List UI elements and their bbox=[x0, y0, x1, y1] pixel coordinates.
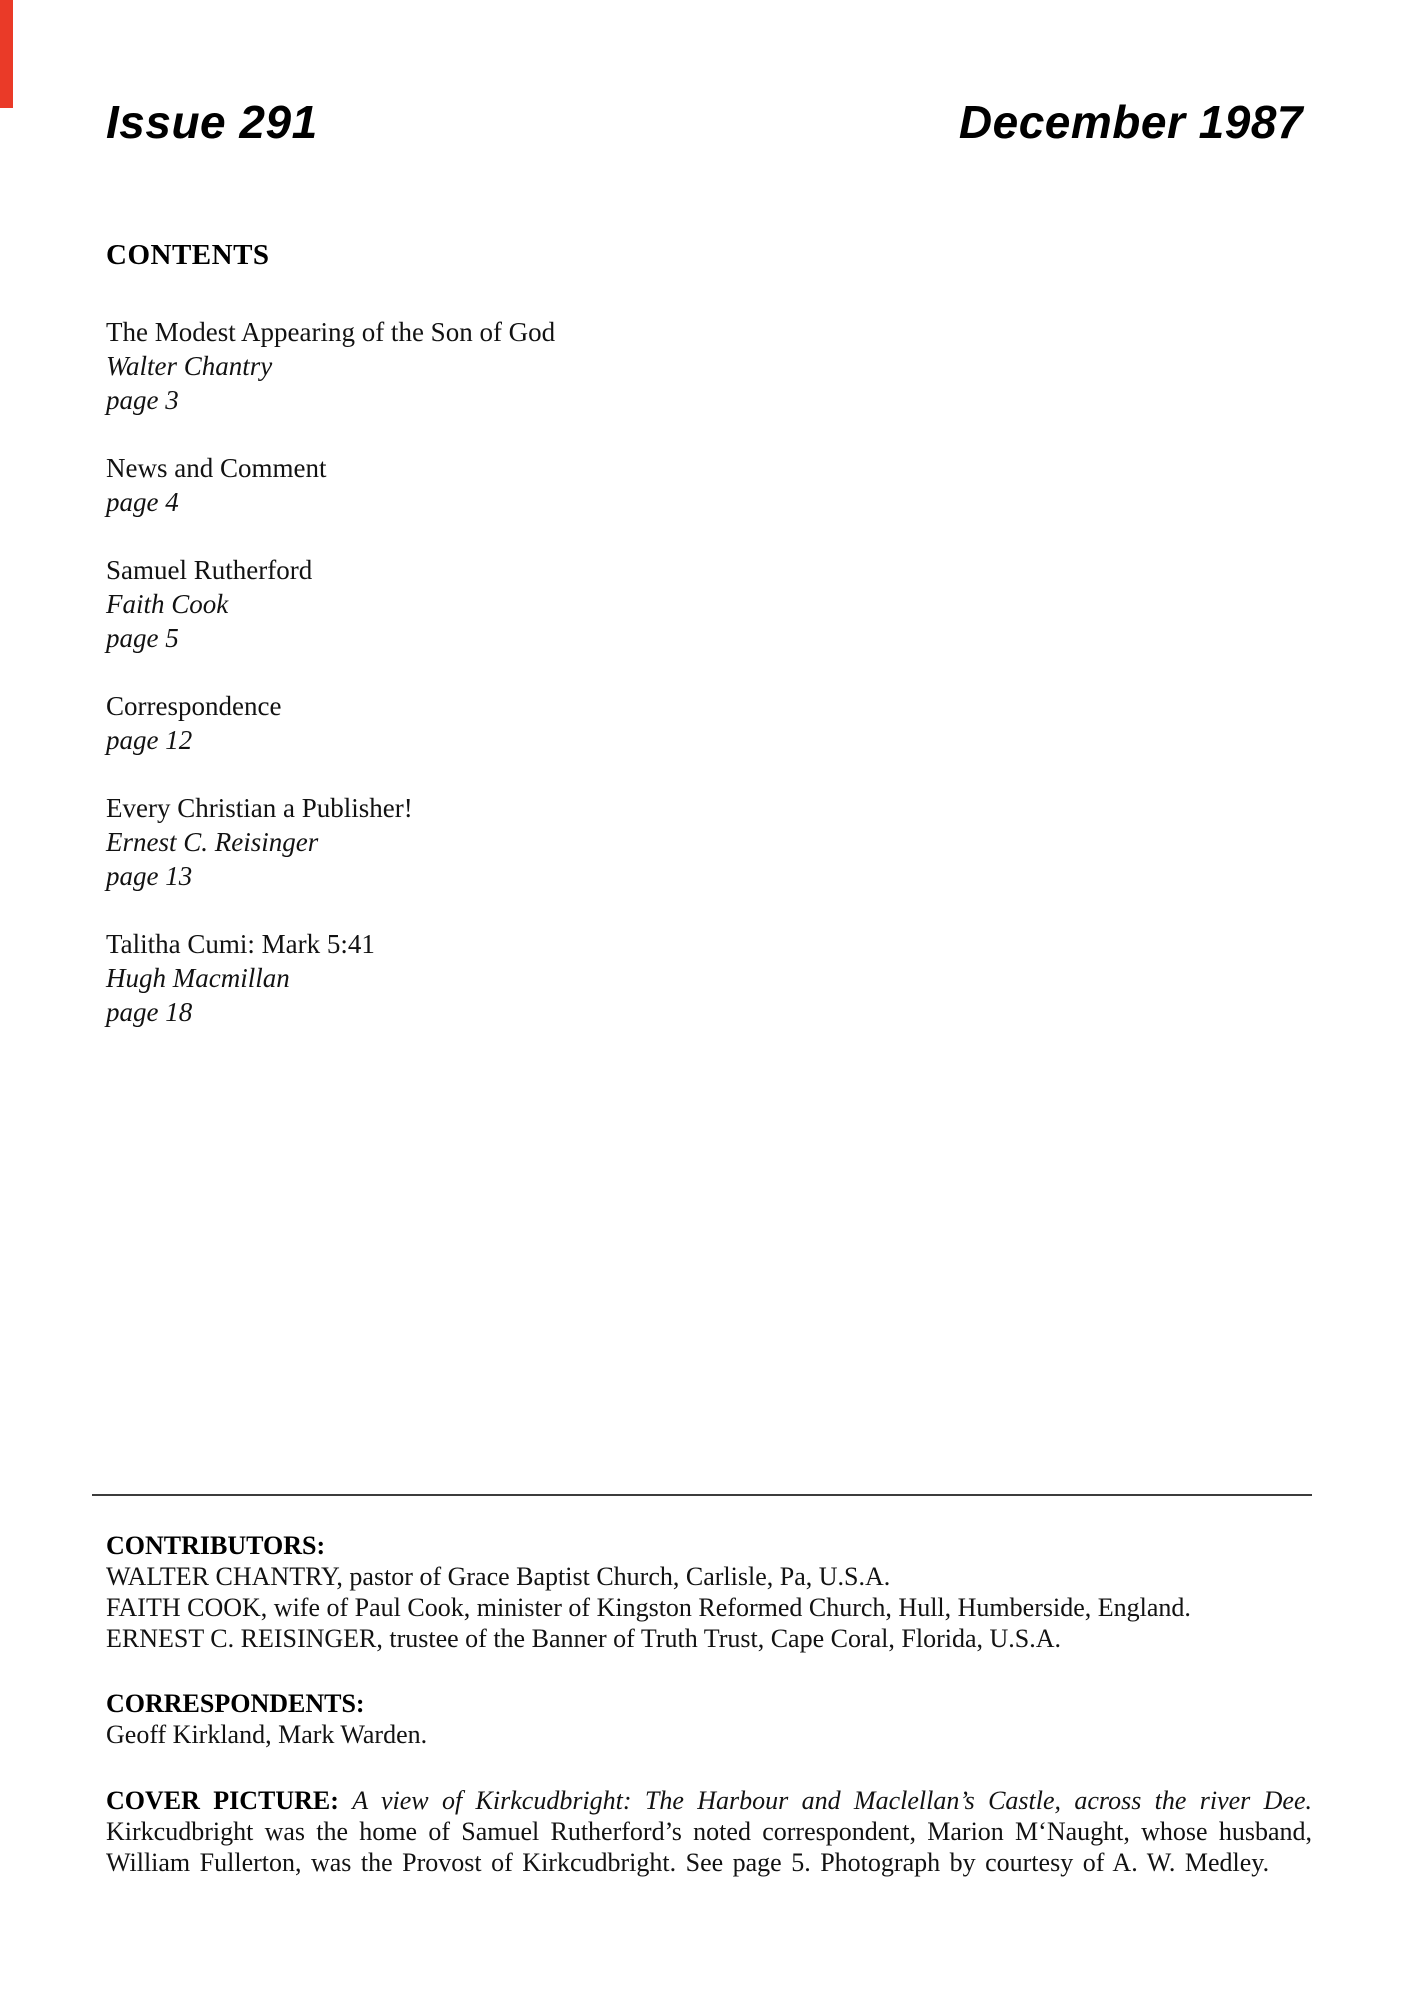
correspondents-heading: CORRESPONDENTS: bbox=[106, 1689, 365, 1718]
toc-item bbox=[106, 791, 1414, 893]
toc-item-page: page 5 bbox=[106, 623, 179, 653]
scan-edge-red-mark bbox=[0, 0, 13, 108]
cover-picture-paragraph bbox=[106, 1785, 1312, 1878]
toc-item-title: Samuel Rutherford bbox=[106, 555, 313, 585]
toc-item bbox=[106, 315, 1414, 417]
toc-item-author: Faith Cook bbox=[106, 589, 229, 619]
toc-item-page: page 12 bbox=[106, 725, 193, 755]
toc-item-author: Hugh Macmillan bbox=[106, 963, 290, 993]
toc-item bbox=[106, 451, 1414, 519]
toc-item-title: News and Comment bbox=[106, 453, 327, 483]
divider-rule bbox=[92, 1494, 1312, 1496]
toc-item bbox=[106, 553, 1414, 655]
contributor-line: ERNEST C. REISINGER, trustee of the Banner of Truth Trust, Cape Coral, Florida, U.S.A. bbox=[106, 1624, 1062, 1653]
issue-number: Issue 291 bbox=[106, 96, 318, 148]
table-of-contents bbox=[106, 315, 1414, 1029]
cover-picture-heading: COVER PICTURE: bbox=[106, 1786, 339, 1815]
toc-item-page: page 3 bbox=[106, 385, 179, 415]
toc-item-title: Talitha Cumi: Mark 5:41 bbox=[106, 929, 375, 959]
toc-item-page: page 18 bbox=[106, 997, 193, 1027]
toc-item-title: The Modest Appearing of the Son of God bbox=[106, 317, 556, 347]
correspondents-line: Geoff Kirkland, Mark Warden. bbox=[106, 1720, 428, 1749]
toc-item-title: Correspondence bbox=[106, 691, 282, 721]
toc-item-page: page 13 bbox=[106, 861, 193, 891]
footer-block bbox=[106, 1494, 1312, 1878]
contents-heading: CONTENTS bbox=[106, 239, 270, 271]
toc-item bbox=[106, 689, 1414, 757]
toc-item-title: Every Christian a Publisher! bbox=[106, 793, 413, 823]
cover-picture-caption-rest: Kirkcudbright was the home of Samuel Rutherford’s noted correspondent, Marion M‘Naught, whose husband, William Fullerton, was the Provost of Kirkcudbright. See page 5. Photograph by courtesy of A. W. Medley. bbox=[106, 1817, 1312, 1877]
issue-date: December 1987 bbox=[958, 96, 1303, 148]
contributors-heading: CONTRIBUTORS: bbox=[106, 1531, 326, 1560]
toc-item bbox=[106, 927, 1414, 1029]
contributor-line: WALTER CHANTRY, pastor of Grace Baptist Church, Carlisle, Pa, U.S.A. bbox=[106, 1562, 891, 1591]
toc-item-page: page 4 bbox=[106, 487, 179, 517]
cover-picture-caption-italic: A view of Kirkcudbright: The Harbour and Maclellan’s Castle, across the river Dee. bbox=[352, 1786, 1312, 1815]
contributor-line: FAITH COOK, wife of Paul Cook, minister of Kingston Reformed Church, Hull, Humberside, England. bbox=[106, 1593, 1191, 1622]
toc-item-author: Ernest C. Reisinger bbox=[106, 827, 319, 857]
page-header bbox=[106, 98, 1303, 146]
toc-item-author: Walter Chantry bbox=[106, 351, 273, 381]
